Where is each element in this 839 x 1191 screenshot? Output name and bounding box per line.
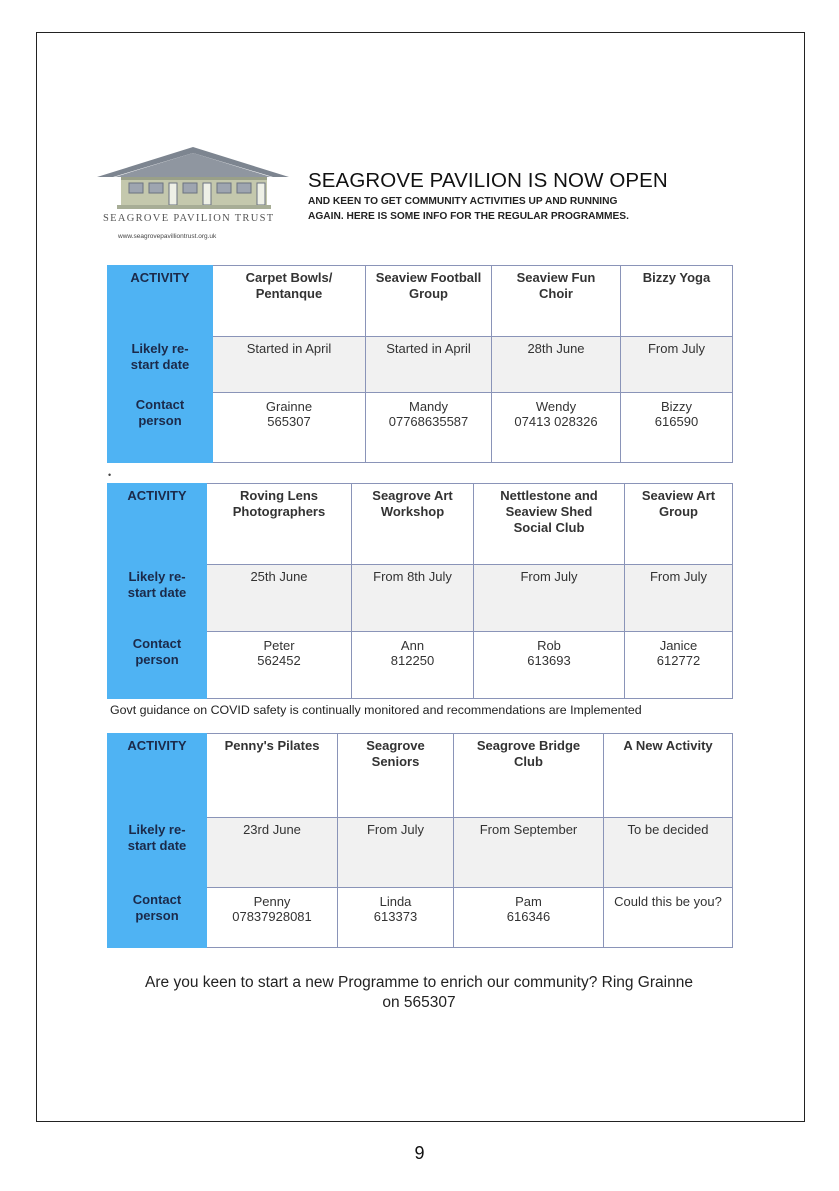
activity-name-line: Seniors (371, 754, 420, 769)
activity-name-line: Group (409, 286, 448, 301)
restart-date-cell: From 8th July (352, 565, 474, 632)
restart-date-label (108, 565, 207, 632)
activity-name-line: Bizzy Yoga (642, 270, 711, 285)
contact-cell (366, 393, 492, 463)
separator-mark: • (108, 470, 112, 480)
restart-date-cell: From July (625, 565, 733, 632)
restart-date-cell: Started in April (213, 337, 366, 393)
contact-cell (207, 632, 352, 699)
restart-date-cell: From July (338, 818, 454, 888)
activity-name-line: Social Club (513, 520, 585, 535)
activity-cell (621, 266, 733, 337)
contact-label (108, 888, 207, 948)
activity-cell (213, 266, 366, 337)
activity-cell (625, 484, 733, 565)
activity-name-line: Seaview Shed (505, 504, 593, 519)
restart-label-line: start date (127, 838, 187, 853)
contact-phone: 07837928081 (232, 909, 312, 924)
contact-person: Linda (379, 894, 412, 909)
restart-date-cell: From September (454, 818, 604, 888)
restart-label-line: start date (127, 585, 187, 600)
restart-date-cell: 28th June (492, 337, 621, 393)
activity-label: ACTIVITY (108, 266, 213, 337)
activity-name-line: Workshop (380, 504, 445, 519)
activity-name-line: Seagrove Bridge (476, 738, 581, 753)
activity-name-line: Club (514, 754, 543, 769)
restart-date-cell: 25th June (207, 565, 352, 632)
activity-name-line: Roving Lens (239, 488, 318, 503)
activity-name-line: A New Activity (623, 738, 713, 753)
contact-label-line: Contact (132, 636, 182, 651)
activity-row (108, 484, 733, 565)
contact-label (108, 632, 207, 699)
activity-name-line: Carpet Bowls/ (245, 270, 333, 285)
restart-label-line: Likely re- (131, 341, 189, 356)
contact-phone: 616346 (506, 909, 551, 924)
contact-row (108, 888, 733, 948)
activity-name-line: Seagrove (366, 738, 425, 753)
contact-person: Mandy (408, 399, 449, 414)
restart-label-line: start date (130, 357, 190, 372)
activity-name-line: Seaview Art (641, 488, 716, 503)
activity-name-line: Choir (539, 286, 573, 301)
restart-date-label (108, 818, 207, 888)
page-number: 9 (414, 1143, 425, 1163)
contact-label-line: person (135, 652, 179, 667)
activity-label: ACTIVITY (108, 484, 207, 565)
contact-label-line: Contact (132, 892, 182, 907)
activity-name-line: Group (659, 504, 698, 519)
page-title: SEAGROVE PAVILION IS NOW OPEN (308, 169, 668, 192)
programme-table-1 (107, 265, 733, 463)
restart-label-line: Likely re- (128, 822, 186, 837)
contact-person: Wendy (535, 399, 577, 414)
activity-cell (207, 484, 352, 565)
contact-cell (621, 393, 733, 463)
closing-line-1: Are you keen to start a new Programme to enrich our community? Ring Grainne (145, 974, 693, 991)
restart-date-cell: 23rd June (207, 818, 338, 888)
activity-cell (352, 484, 474, 565)
contact-row (108, 632, 733, 699)
activity-cell (492, 266, 621, 337)
activity-cell (474, 484, 625, 565)
contact-cell (492, 393, 621, 463)
restart-date-row (108, 565, 733, 632)
contact-cell (474, 632, 625, 699)
programme-table-3 (107, 733, 733, 948)
restart-date-cell: From July (474, 565, 625, 632)
contact-person: Could this be you? (614, 894, 722, 909)
covid-guidance-note: Govt guidance on COVID safety is continually monitored and recommendations are Implemented (110, 703, 642, 717)
contact-label-line: person (135, 908, 179, 923)
restart-date-cell: From July (621, 337, 733, 393)
closing-message (110, 973, 728, 1013)
contact-person: Bizzy (660, 399, 693, 414)
activity-name-line: Photographers (232, 504, 326, 519)
activity-cell (207, 734, 338, 818)
activity-name-line: Pentanque (255, 286, 323, 301)
restart-date-row (108, 337, 733, 393)
closing-line-2: on 565307 (382, 994, 456, 1011)
activity-name-line: Penny's Pilates (224, 738, 320, 753)
contact-person: Grainne (265, 399, 313, 414)
contact-person: Peter (263, 638, 295, 653)
contact-cell (207, 888, 338, 948)
page-subtitle (308, 195, 629, 224)
activity-cell (366, 266, 492, 337)
contact-person: Ann (400, 638, 425, 653)
contact-cell (604, 888, 733, 948)
contact-phone: 613373 (373, 909, 418, 924)
restart-date-cell: Started in April (366, 337, 492, 393)
contact-phone: 616590 (654, 414, 699, 429)
activity-name-line: Seagrove Art (372, 488, 453, 503)
logo-website: www.seagrovepavilliontrust.org.uk (118, 233, 217, 240)
restart-date-label (108, 337, 213, 393)
activity-row (108, 266, 733, 337)
restart-date-cell: To be decided (604, 818, 733, 888)
contact-cell (213, 393, 366, 463)
pavilion-logo (97, 147, 289, 247)
activity-name-line: Seaview Fun (516, 270, 596, 285)
contact-phone: 07768635587 (388, 414, 469, 429)
programme-table-2 (107, 483, 733, 699)
contact-person: Penny (253, 894, 291, 909)
contact-person: Janice (659, 638, 698, 653)
activity-label: ACTIVITY (108, 734, 207, 818)
activity-name-line: Seaview Football (375, 270, 482, 285)
activity-name-line: Nettlestone and (500, 488, 598, 503)
activity-cell (604, 734, 733, 818)
contact-label-line: Contact (135, 397, 185, 412)
contact-phone: 562452 (257, 653, 301, 668)
subtitle-line-2: AGAIN. HERE IS SOME INFO FOR THE REGULAR PROGRAMMES. (308, 210, 629, 222)
contact-label (108, 393, 213, 463)
contact-phone: 812250 (390, 653, 435, 668)
logo-trust-name: SEAGROVE PAVILION TRUST (103, 213, 275, 224)
contact-phone: 612772 (656, 653, 701, 668)
activity-cell (338, 734, 454, 818)
contact-row (108, 393, 733, 463)
contact-cell (625, 632, 733, 699)
restart-label-line: Likely re- (128, 569, 186, 584)
contact-phone: 07413 028326 (514, 414, 598, 429)
activity-row (108, 734, 733, 818)
contact-cell (338, 888, 454, 948)
contact-label-line: person (138, 413, 182, 428)
activity-cell (454, 734, 604, 818)
contact-person: Pam (515, 894, 542, 909)
subtitle-line-1: AND KEEN TO GET COMMUNITY ACTIVITIES UP AND RUNNING (308, 196, 618, 207)
contact-cell (352, 632, 474, 699)
contact-phone: 613693 (527, 653, 571, 668)
contact-phone: 565307 (267, 414, 311, 429)
restart-date-row (108, 818, 733, 888)
contact-cell (454, 888, 604, 948)
contact-person: Rob (537, 638, 561, 653)
